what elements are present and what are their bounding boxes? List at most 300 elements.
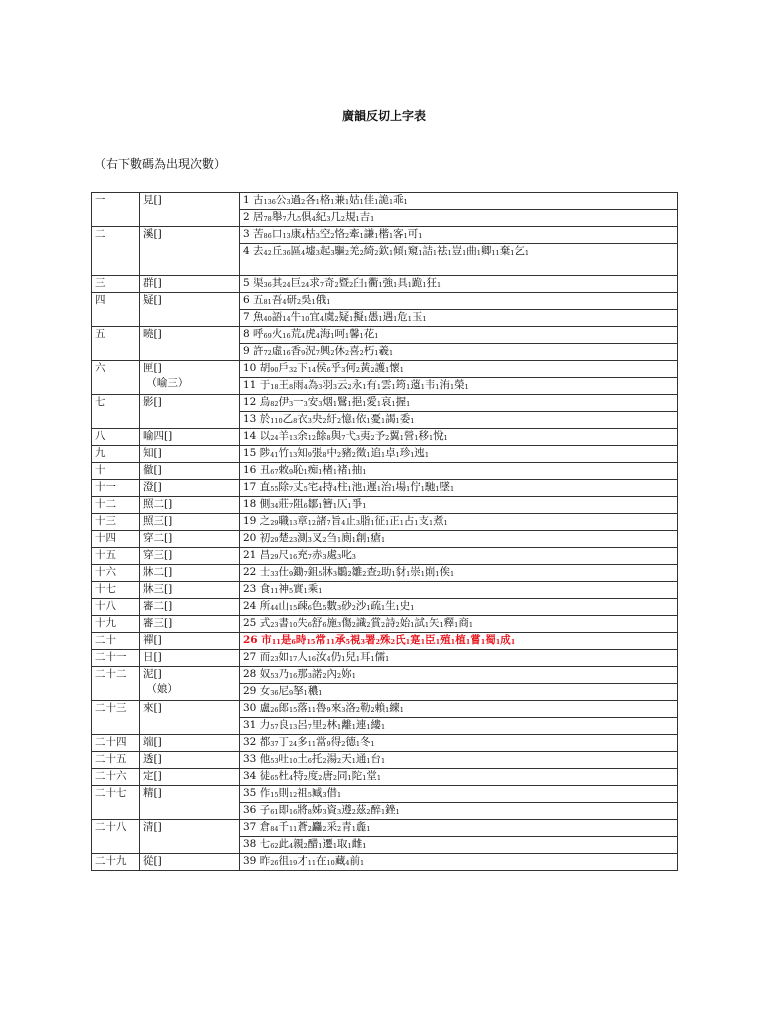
speller-char: 則 (278, 787, 289, 799)
occurrence-count: 3 (330, 249, 335, 257)
occurrence-count: 1 (380, 757, 386, 765)
occurrence-count: 3 (337, 604, 342, 612)
speller-char: 可 (407, 228, 419, 240)
speller-char: 書 (278, 617, 289, 629)
occurrence-count: 2 (366, 808, 371, 816)
speller-char: 尼 (278, 685, 289, 697)
occurrence-count: 1 (347, 774, 352, 782)
occurrence-count: 110 (270, 417, 283, 425)
speller-char: 將 (297, 804, 308, 816)
initial-alias: （娘） (143, 683, 178, 695)
occurrence-count: 7 (307, 723, 312, 731)
occurrence-count: 1 (351, 723, 356, 731)
speller-char: 薳 (410, 379, 421, 391)
table-row (92, 395, 678, 412)
occurrence-count: 2 (347, 570, 352, 578)
occurrence-count: 2 (303, 774, 308, 782)
table-row (92, 599, 678, 616)
speller-char: 得 (330, 736, 342, 748)
speller-char: 實 (293, 583, 304, 595)
occurrence-count: 42 (263, 249, 272, 257)
speller-char: 虛 (271, 345, 283, 357)
group-number: 二十六 (92, 769, 140, 786)
fanqie-chars (240, 514, 678, 531)
initial-name (140, 497, 240, 514)
speller-char: 35 作 (243, 787, 271, 799)
speller-char: 離 (341, 719, 352, 731)
speller-char: 砂 (341, 600, 352, 612)
speller-char: 火 (271, 328, 283, 340)
speller-char: 色 (311, 600, 323, 612)
speller-char: 狂 (426, 277, 437, 289)
occurrence-count: 9 (288, 689, 294, 697)
initial-label: 疑[] (143, 294, 162, 306)
occurrence-count: 1 (380, 604, 386, 612)
speller-char: 吉 (359, 211, 371, 223)
speller-char: 珍 (399, 447, 411, 459)
speller-char: 銼 (385, 804, 396, 816)
occurrence-count: 14 (282, 315, 291, 323)
occurrence-count: 1 (366, 417, 371, 425)
table-row (92, 227, 678, 244)
occurrence-count: 1 (418, 249, 423, 257)
occurrence-count: 1 (380, 723, 386, 731)
occurrence-count: 4 (301, 332, 306, 340)
group-number: 二十三 (92, 701, 140, 735)
speller-char: 牽 (349, 228, 360, 240)
occurrence-count: 1 (347, 400, 352, 408)
speller-char: 豈 (451, 245, 463, 257)
occurrence-count: 1 (355, 740, 360, 748)
speller-char: 持 (322, 481, 333, 493)
speller-char: 儒 (374, 651, 386, 663)
speller-char: 數 (326, 600, 338, 612)
speller-char: 特 (293, 770, 304, 782)
occurrence-count: 1 (330, 332, 335, 340)
speller-char: 廁 (341, 532, 352, 544)
speller-char: 翼 (389, 430, 400, 442)
occurrence-count: 2 (347, 383, 352, 391)
initial-label: 端[] (143, 736, 162, 748)
occurrence-count: 1 (468, 621, 473, 629)
speller-char: 安 (307, 396, 319, 408)
initial-name (140, 565, 240, 582)
table-row (92, 531, 678, 548)
occurrence-count: 5 (345, 638, 350, 646)
speller-char: 傷 (341, 617, 352, 629)
occurrence-count: 1 (318, 502, 323, 510)
occurrence-count: 9 (288, 570, 294, 578)
speller-char: 悅 (433, 430, 444, 442)
speller-char: 疑 (338, 311, 350, 323)
occurrence-count: 2 (345, 349, 350, 357)
speller-char: 33 他 (243, 753, 271, 765)
initial-name (140, 735, 240, 752)
occurrence-count: 11 (307, 859, 317, 867)
occurrence-count: 1 (326, 298, 331, 306)
speller-char: 台 (370, 753, 381, 765)
speller-char: 下 (297, 362, 308, 374)
speller-char: 迍 (414, 447, 425, 459)
document-title: 廣韻反切上字表 (341, 109, 426, 123)
speller-char: 紆 (326, 413, 338, 425)
speller-char: 成 (500, 634, 511, 646)
speller-char: 喜 (349, 345, 360, 357)
occurrence-count: 90 (270, 366, 279, 374)
speller-char: 馨 (349, 328, 360, 340)
fanqie-chars (240, 718, 678, 735)
occurrence-count: 4 (303, 383, 308, 391)
occurrence-count: 1 (370, 740, 375, 748)
occurrence-count: 40 (263, 315, 272, 323)
speller-char: 16 丑 (243, 464, 271, 476)
speller-char: 海 (319, 328, 331, 340)
speller-char: 蜀 (485, 634, 496, 646)
speller-char: 佳 (363, 194, 375, 206)
group-number: 十四 (92, 531, 140, 548)
speller-char: 場 (395, 481, 407, 493)
speller-char: 叱 (341, 549, 352, 561)
occurrence-count: 1 (332, 502, 338, 510)
occurrence-count: 78 (263, 215, 272, 223)
occurrence-count: 1 (370, 519, 375, 527)
speller-char: 鶵 (337, 566, 348, 578)
speller-char: 31 力 (243, 719, 271, 731)
group-number: 七 (92, 395, 140, 429)
speller-char: 俱 (301, 211, 312, 223)
occurrence-count: 72 (263, 349, 272, 357)
occurrence-count: 13 (288, 434, 298, 442)
fanqie-chars (240, 227, 678, 244)
occurrence-count: 1 (311, 298, 316, 306)
occurrence-count: 1 (374, 332, 379, 340)
fanqie-chars (240, 244, 678, 276)
initial-label: 照二[] (143, 498, 173, 510)
occurrence-count: 1 (366, 723, 371, 731)
speller-char: 姑 (349, 194, 360, 206)
group-number: 二十 (92, 633, 140, 650)
speller-char: 脂 (359, 515, 371, 527)
speller-char: 墜 (439, 481, 451, 493)
occurrence-count: 67 (270, 468, 279, 476)
occurrence-count: 6 (291, 638, 296, 646)
speller-char: 抽 (351, 464, 363, 476)
initial-name (140, 227, 240, 276)
fanqie-chars (240, 684, 678, 701)
speller-char: 遵 (341, 804, 352, 816)
occurrence-count: 1 (363, 315, 368, 323)
occurrence-count: 2 (337, 451, 342, 459)
fanqie-chars (240, 395, 678, 412)
speller-char: 語 (271, 311, 283, 323)
occurrence-count: 1 (341, 655, 346, 663)
occurrence-count: 3 (322, 791, 327, 799)
occurrence-count: 3 (337, 553, 342, 561)
occurrence-count: 3 (322, 808, 327, 816)
occurrence-count: 1 (429, 519, 434, 527)
speller-char: 愚 (367, 311, 379, 323)
speller-char: 矢 (429, 617, 440, 629)
initial-label: 泥[] (143, 668, 162, 680)
initial-name (140, 276, 240, 293)
speller-char: 除 (278, 481, 289, 493)
speller-char: 洧 (439, 379, 451, 391)
occurrence-count: 2 (380, 621, 386, 629)
speller-char: 查 (366, 566, 377, 578)
occurrence-count: 2 (322, 757, 327, 765)
fanqie-chars (240, 429, 678, 446)
speller-char: 施 (326, 617, 338, 629)
initial-name (140, 514, 240, 531)
speller-char: 兒 (345, 651, 356, 663)
speller-char: 6 五 (243, 294, 264, 306)
speller-char: 妳 (341, 668, 352, 680)
initial-label: 審二[] (143, 600, 173, 612)
occurrence-count: 13 (282, 232, 291, 240)
occurrence-count: 1 (376, 383, 381, 391)
speller-char: 余 (297, 430, 308, 442)
occurrence-count: 2 (362, 570, 367, 578)
speller-char: 8 呼 (243, 328, 264, 340)
speller-char: 助 (380, 566, 392, 578)
initial-label: 定[] (143, 770, 162, 782)
initial-name (140, 650, 240, 667)
speller-char: 賴 (374, 702, 386, 714)
speller-char: 尺 (278, 549, 289, 561)
occurrence-count: 14 (307, 366, 317, 374)
occurrence-count: 3 (307, 536, 312, 544)
occurrence-count: 1 (454, 621, 459, 629)
table-row (92, 565, 678, 582)
speller-char: 夷 (359, 430, 371, 442)
speller-char: 驅 (334, 245, 346, 257)
speller-char: 穠 (307, 685, 319, 697)
speller-char: 寔 (410, 634, 421, 646)
speller-char: 同 (337, 770, 348, 782)
occurrence-count: 1 (347, 842, 352, 850)
occurrence-count: 1 (464, 383, 469, 391)
occurrence-count: 6 (303, 502, 308, 510)
table-row (92, 361, 678, 378)
occurrence-count: 2 (351, 451, 356, 459)
occurrence-count: 1 (395, 451, 400, 459)
occurrence-count: 1 (351, 672, 356, 680)
occurrence-count: 2 (337, 417, 342, 425)
table-row (92, 193, 678, 210)
occurrence-count: 4 (345, 859, 350, 867)
speller-char: 何 (345, 362, 356, 374)
fanqie-chars (240, 361, 678, 378)
occurrence-count: 4 (282, 298, 287, 306)
speller-char: 棄 (499, 245, 511, 257)
fanqie-chars (240, 276, 678, 293)
fanqie-chars (240, 803, 678, 820)
occurrence-count: 23 (288, 536, 298, 544)
speller-char: 雲 (380, 379, 392, 391)
fanqie-chars (240, 463, 678, 480)
occurrence-count: 3 (303, 400, 308, 408)
occurrence-count: 8 (322, 451, 327, 459)
speller-char: 祛 (437, 245, 448, 257)
speller-char: 18 側 (243, 498, 271, 510)
speller-char: 綺 (363, 245, 375, 257)
fanqie-chars (240, 548, 678, 565)
occurrence-count: 13 (288, 723, 298, 731)
occurrence-count: 1 (450, 383, 455, 391)
initial-name (140, 463, 240, 480)
initial-label: 審三[] (143, 617, 173, 629)
occurrence-count: 2 (322, 417, 327, 425)
speller-char: 德 (345, 736, 356, 748)
occurrence-count: 1 (495, 638, 501, 646)
occurrence-count: 1 (362, 842, 367, 850)
speller-char: 神 (278, 583, 289, 595)
occurrence-count: 3 (341, 366, 346, 374)
speller-char: 史 (399, 600, 411, 612)
occurrence-count: 1 (391, 383, 396, 391)
speller-char: 愛 (366, 396, 377, 408)
speller-char: 冬 (359, 736, 371, 748)
speller-char: 具 (397, 277, 408, 289)
speller-char: 委 (399, 413, 411, 425)
occurrence-count: 4 (288, 842, 294, 850)
speller-char: 卓 (385, 447, 396, 459)
table-row (92, 616, 678, 633)
speller-char: 鷖 (337, 396, 348, 408)
occurrence-count: 1 (362, 400, 367, 408)
occurrence-count: 1 (414, 434, 419, 442)
fanqie-chars (240, 616, 678, 633)
speller-char: 馳 (424, 481, 436, 493)
speller-char: 2 居 (243, 211, 264, 223)
occurrence-count: 1 (378, 315, 383, 323)
speller-char: 興 (319, 345, 331, 357)
occurrence-count: 1 (465, 638, 471, 646)
fanqie-chars (240, 701, 678, 718)
speller-char: 承 (334, 634, 346, 646)
speller-char: 香 (290, 345, 302, 357)
speller-char: 杜 (278, 770, 289, 782)
speller-char: 徂 (278, 855, 289, 867)
speller-char: 取 (337, 838, 348, 850)
speller-char: 與 (330, 430, 342, 442)
occurrence-count: 3 (318, 400, 323, 408)
occurrence-count: 3 (355, 434, 360, 442)
speller-char: 魯 (316, 702, 327, 714)
speller-char: 茲 (355, 804, 367, 816)
occurrence-count: 53 (270, 757, 279, 765)
initial-name (140, 293, 240, 327)
occurrence-count: 36 (282, 249, 291, 257)
speller-char: 衣 (297, 413, 308, 425)
fanqie-chars (240, 480, 678, 497)
occurrence-count: 1 (370, 215, 375, 223)
occurrence-count: 1 (366, 757, 371, 765)
speller-char: 柱 (337, 481, 348, 493)
occurrence-count: 1 (450, 638, 456, 646)
occurrence-count: 1 (337, 536, 342, 544)
occurrence-count: 1 (443, 434, 448, 442)
group-number: 十二 (92, 497, 140, 514)
occurrence-count: 1 (410, 604, 415, 612)
initial-name (140, 531, 240, 548)
group-number: 十 (92, 463, 140, 480)
speller-char: 雌 (351, 838, 363, 850)
table-row (92, 446, 678, 463)
speller-char: 13 於 (243, 413, 271, 425)
speller-char: 氏 (395, 634, 406, 646)
occurrence-count: 2 (337, 672, 342, 680)
speller-char: 崱 (424, 566, 436, 578)
speller-char: 几 (330, 211, 341, 223)
occurrence-count: 1 (435, 485, 440, 493)
occurrence-count: 2 (345, 249, 350, 257)
speller-char: 旨 (330, 515, 342, 527)
speller-char: 醉 (370, 804, 381, 816)
occurrence-count: 1 (351, 536, 356, 544)
occurrence-count: 34 (270, 502, 279, 510)
table-row (92, 769, 678, 786)
occurrence-count: 1 (332, 842, 338, 850)
speller-char: 32 都 (243, 736, 271, 748)
fanqie-chars (240, 497, 678, 514)
occurrence-count: 1 (362, 485, 367, 493)
occurrence-count: 1 (405, 638, 411, 646)
fanqie-chars (240, 446, 678, 463)
speller-char: 疏 (370, 600, 381, 612)
speller-char: 竹 (278, 447, 289, 459)
speller-char: 護 (374, 362, 386, 374)
initial-label: 徹[] (143, 464, 162, 476)
occurrence-count: 1 (410, 417, 415, 425)
speller-char: 簪 (322, 498, 333, 510)
speller-char: 楷 (378, 228, 389, 240)
group-number: 十一 (92, 480, 140, 497)
occurrence-count: 1 (480, 638, 486, 646)
initial-label: 曉[] (143, 328, 162, 340)
fanqie-chars (240, 752, 678, 769)
occurrence-count: 11 (270, 587, 279, 595)
fanqie-chars (240, 854, 678, 871)
speller-char: 曲 (466, 245, 477, 257)
speller-char: 釋 (443, 617, 455, 629)
speller-char: 通 (355, 753, 367, 765)
occurrence-count: 1 (362, 468, 367, 476)
group-number: 八 (92, 429, 140, 446)
occurrence-count: 32 (288, 366, 298, 374)
occurrence-count: 136 (263, 198, 276, 206)
speller-char: 一 (293, 396, 304, 408)
speller-char: 阻 (293, 498, 304, 510)
speller-char: 臣 (425, 634, 436, 646)
speller-char: 兼 (334, 194, 346, 206)
speller-char: 花 (363, 328, 375, 340)
speller-char: 7 魚 (243, 311, 264, 323)
occurrence-count: 2 (374, 249, 379, 257)
occurrence-count: 1 (388, 232, 394, 240)
speller-char: 懷 (389, 362, 400, 374)
speller-char: 赤 (311, 549, 323, 561)
speller-char: 榮 (454, 379, 465, 391)
speller-char: 38 七 (243, 838, 271, 850)
initial-label: 喻四[] (143, 430, 173, 442)
group-number: 九 (92, 446, 140, 463)
occurrence-count: 3 (326, 215, 331, 223)
speller-char: 憶 (341, 413, 352, 425)
occurrence-count: 15 (288, 706, 298, 714)
occurrence-count: 5 (296, 215, 302, 223)
speller-char: 弋 (345, 430, 356, 442)
